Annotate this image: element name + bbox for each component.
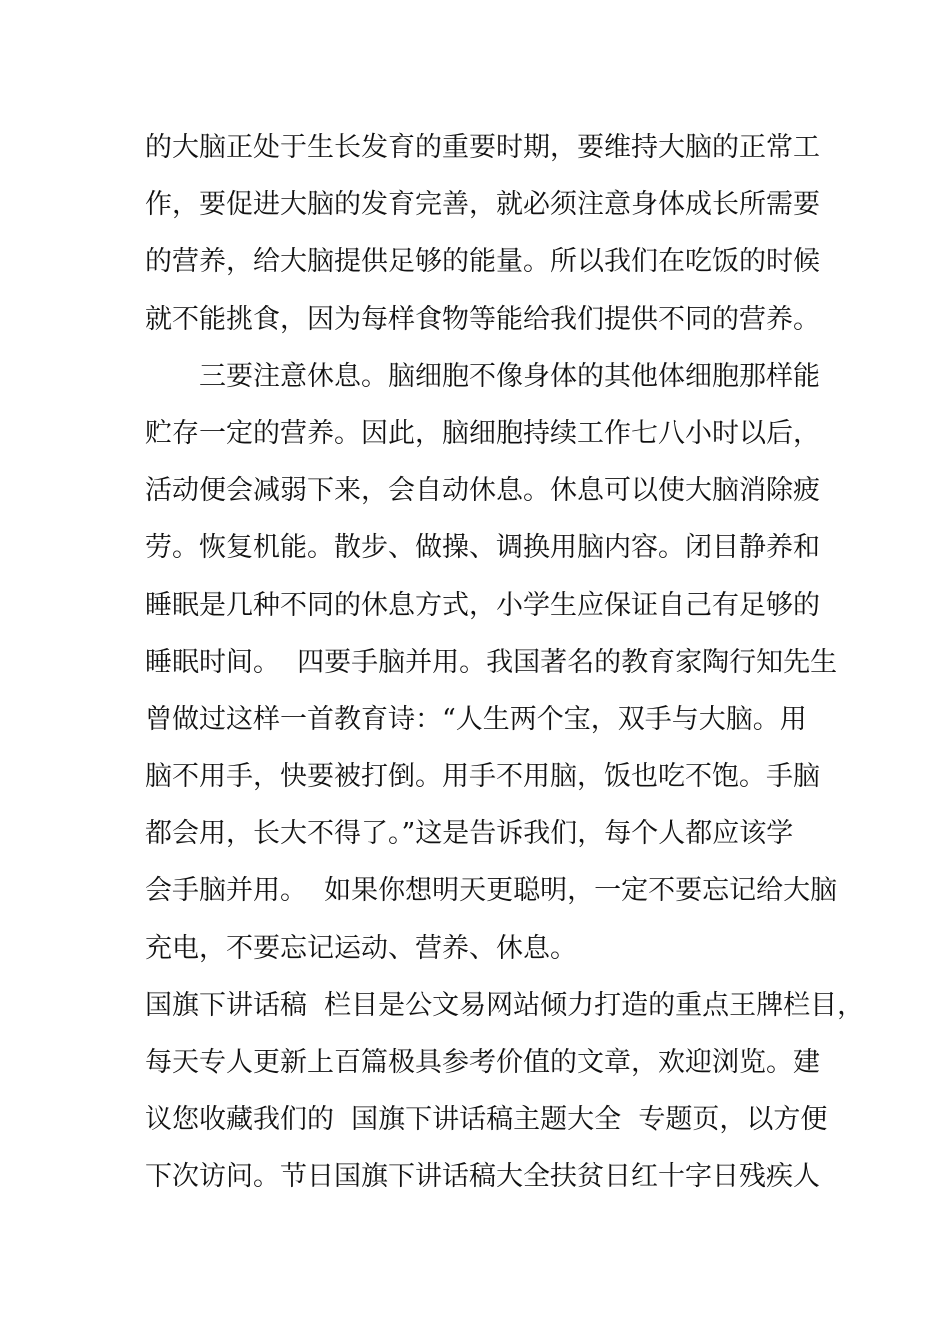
text-line: 劳。恢复机能。散步、做操、调换用脑内容。闭目静养和 bbox=[145, 532, 820, 564]
text-line: 的大脑正处于生长发育的重要时期，要维持大脑的正常工 bbox=[145, 132, 820, 163]
text-line: 会手脑并用。 如果你想明天更聪明，一定不要忘记给大脑 bbox=[145, 875, 838, 907]
text-line: 下次访问。节日国旗下讲话稿大全扶贫日红十字日残疾人 bbox=[145, 1161, 820, 1193]
text-line: 议您收藏我们的 国旗下讲话稿主题大全 专题页，以方便 bbox=[145, 1104, 828, 1136]
text-line: 三要注意休息。脑细胞不像身体的其他体细胞那样能 bbox=[145, 360, 820, 392]
text-line: 每天专人更新上百篇极具参考价值的文章，欢迎浏览。建 bbox=[145, 1047, 820, 1078]
text-line: 就不能挑食，因为每样食物等能给我们提供不同的营养。 bbox=[145, 303, 820, 335]
text-line: 曾做过这样一首教育诗：“人生两个宝，双手与大脑。用 bbox=[145, 703, 807, 735]
text-line: 都会用，长大不得了。”这是告诉我们，每个人都应该学 bbox=[145, 818, 794, 850]
text-line: 作，要促进大脑的发育完善，就必须注意身体成长所需要 bbox=[145, 189, 820, 221]
text-line: 脑不用手，快要被打倒。用手不用脑，饭也吃不饱。手脑 bbox=[145, 761, 820, 793]
document-body bbox=[145, 119, 865, 1206]
text-line: 的营养，给大脑提供足够的能量。所以我们在吃饭的时候 bbox=[145, 246, 820, 278]
text-line: 睡眠是几种不同的休息方式，小学生应保证自己有足够的 bbox=[145, 589, 820, 621]
text-line: 活动便会减弱下来，会自动休息。休息可以使大脑消除疲 bbox=[145, 475, 820, 507]
text-line: 睡眠时间。 四要手脑并用。我国著名的教育家陶行知先生 bbox=[145, 646, 838, 678]
text-line: 贮存一定的营养。因此，脑细胞持续工作七八小时以后， bbox=[145, 417, 820, 449]
text-line: 国旗下讲话稿 栏目是公文易网站倾力打造的重点王牌栏目， bbox=[145, 989, 865, 1021]
text-line: 充电，不要忘记运动、营养、休息。 bbox=[145, 932, 577, 964]
